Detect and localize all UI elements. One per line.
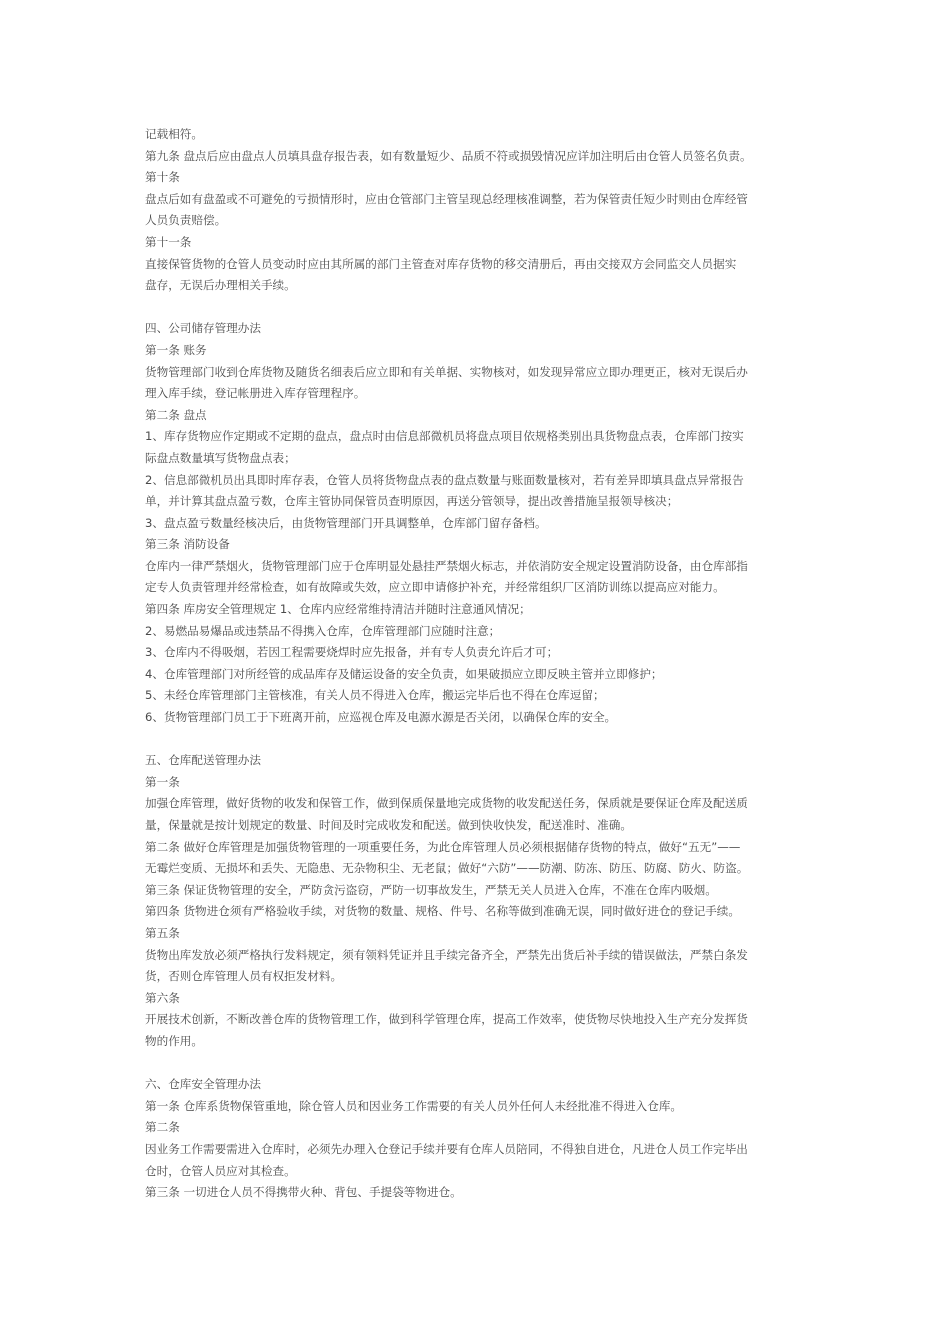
- text-line: 2、易燃品易爆品或违禁品不得携入仓库，仓库管理部门应随时注意；: [145, 623, 501, 638]
- text-line: 第二条 盘点: [145, 407, 207, 422]
- text-line: 第五条: [145, 925, 180, 940]
- text-line: 第三条 保证货物管理的安全，严防贪污盗窃，严防一切事故发生，严禁无关人员进入仓库，不准在仓库内吸烟。: [145, 882, 717, 897]
- text-line: 量，保量就是按计划规定的数量、时间及时完成收发和配送。做到快收快发，配送准时、准确。: [145, 818, 632, 832]
- section-storage-management: [145, 318, 805, 728]
- text-line: 物的作用。: [145, 1033, 203, 1048]
- text-line: 第九条 盘点后应由盘点人员填具盘存报告表，如有数量短少、品质不符或损毁情况应详加注明后由仓管人员签名负责。: [145, 148, 752, 163]
- text-line: 加强仓库管理，做好货物的收发和保管工作，做到保质保量地完成货物的收发配送任务，保质就是要保证仓库及配送质: [145, 796, 748, 811]
- text-line: 3、盘点盈亏数量经核决后，由货物管理部门开具调整单，仓库部门留存备档。: [145, 515, 547, 530]
- text-line: 无霉烂变质、无损坏和丢失、无隐患、无杂物积尘、无老鼠；做好“六防”——防潮、防冻、防压、防腐、防火、防盗。: [145, 861, 749, 876]
- text-line: 6、货物管理部门员工于下班离开前，应巡视仓库及电源水源是否关闭，以确保仓库的安全。: [145, 710, 617, 725]
- text-line: 第三条 一切进仓人员不得携带火种、背包、手提袋等物进仓。: [145, 1185, 462, 1200]
- text-line: 仓库内一律严禁烟火，货物管理部门应于仓库明显处悬挂严禁烟火标志，并依消防安全规定设置消防设备，由仓库部指: [145, 558, 748, 573]
- text-line: 货，否则仓库管理人员有权拒发材料。: [145, 969, 343, 984]
- paragraph-gap: [145, 297, 805, 319]
- paragraph-gap: [145, 1053, 805, 1075]
- text-line: 第六条: [145, 990, 180, 1005]
- text-line: 理入库手续，登记帐册进入库存管理程序。: [145, 386, 366, 401]
- text-line: 仓时，仓管人员应对其检查。: [145, 1163, 296, 1178]
- text-line: 盘点后如有盘盈或不可避免的亏损情形时，应由仓管部门主管呈现总经理核准调整，若为保管责任短少时则由仓库经管: [145, 191, 748, 206]
- text-line: 盘存，无误后办理相关手续。: [145, 278, 296, 293]
- text-line: 货物管理部门收到仓库货物及随货名细表后应立即和有关单据、实物核对，如发现异常应立即办理更正，核对无误后办: [145, 364, 748, 379]
- text-line: 第十一条: [145, 234, 192, 249]
- text-line: 货物出库发放必须严格执行发料规定，须有领料凭证并且手续完备齐全，严禁先出货后补手续的错误做法，严禁白条发: [145, 947, 748, 962]
- text-line: 人员负责赔偿。: [145, 213, 227, 228]
- text-line: 第一条 仓库系货物保管重地，除仓管人员和因业务工作需要的有关人员外任何人未经批准不得进入仓库。: [145, 1098, 683, 1113]
- section-delivery-management: [145, 750, 805, 1052]
- section-safety-management: [145, 1074, 805, 1204]
- text-line: 单，并计算其盘点盈亏数，仓库主管协同保管员查明原因，再送分管领导，提出改善措施呈报领导核决；: [145, 494, 679, 509]
- text-line: 第四条 货物进仓须有严格验收手续，对货物的数量、规格、件号、名称等做到准确无误，同时做好进仓的登记手续。: [145, 904, 740, 919]
- section-heading: 六、仓库安全管理办法: [145, 1077, 261, 1092]
- text-line: 3、仓库内不得吸烟，若因工程需要烧焊时应先报备，并有专人负责允许后才可；: [145, 645, 559, 660]
- text-line: 4、仓库管理部门对所经管的成品库存及储运设备的安全负责，如果破损应立即反映主管并立即修护；: [145, 666, 663, 681]
- text-line: 定专人负责管理并经常检查，如有故障或失效，应立即申请修护补充，并经常组织厂区消防训练以提高应对能力。: [145, 580, 725, 595]
- text-line: 记载相符。: [145, 127, 203, 141]
- section-heading: 五、仓库配送管理办法: [145, 753, 261, 768]
- text-line: 第二条: [145, 1120, 180, 1135]
- text-line: 开展技术创新，不断改善仓库的货物管理工作，做到科学管理仓库，提高工作效率，使货物尽快地投入生产充分发挥货: [145, 1012, 748, 1027]
- text-line: 因业务工作需要需进入仓库时，必须先办理入仓登记手续并要有仓库人员陪同，不得独自进仓，凡进仓人员工作完毕出: [145, 1141, 748, 1156]
- text-line: 际盘点数量填写货物盘点表；: [145, 450, 296, 465]
- text-line: 第十条: [145, 170, 180, 185]
- paragraph-gap: [145, 729, 805, 751]
- text-line: 第二条 做好仓库管理是加强货物管理的一项重要任务，为此仓库管理人员必须根据储存货物的特点，做好“五无”——: [145, 839, 741, 854]
- text-line: 直接保管货物的仓管人员变动时应由其所属的部门主管查对库存货物的移交清册后，再由交接双方会同监交人员据实: [145, 256, 737, 271]
- text-line: 1、库存货物应作定期或不定期的盘点，盘点时由信息部微机员将盘点项目依规格类别出具货物盘点表，仓库部门按实: [145, 429, 744, 444]
- text-line: 第三条 消防设备: [145, 537, 230, 552]
- text-line: 5、未经仓库管理部门主管核准，有关人员不得进入仓库，搬运完毕后也不得在仓库逗留；: [145, 688, 605, 703]
- text-line: 第四条 库房安全管理规定 1、仓库内应经常维持清洁并随时注意通风情况；: [145, 602, 531, 617]
- text-line: 第一条 账务: [145, 342, 207, 357]
- document-body: [145, 124, 805, 1204]
- text-line: 第一条: [145, 774, 180, 789]
- text-line: 2、信息部微机员出具即时库存表，仓管人员将货物盘点表的盘点数量与账面数量核对，若有差异即填具盘点异常报告: [145, 472, 744, 487]
- section-heading: 四、公司储存管理办法: [145, 321, 261, 336]
- section-inventory-count: [145, 124, 805, 297]
